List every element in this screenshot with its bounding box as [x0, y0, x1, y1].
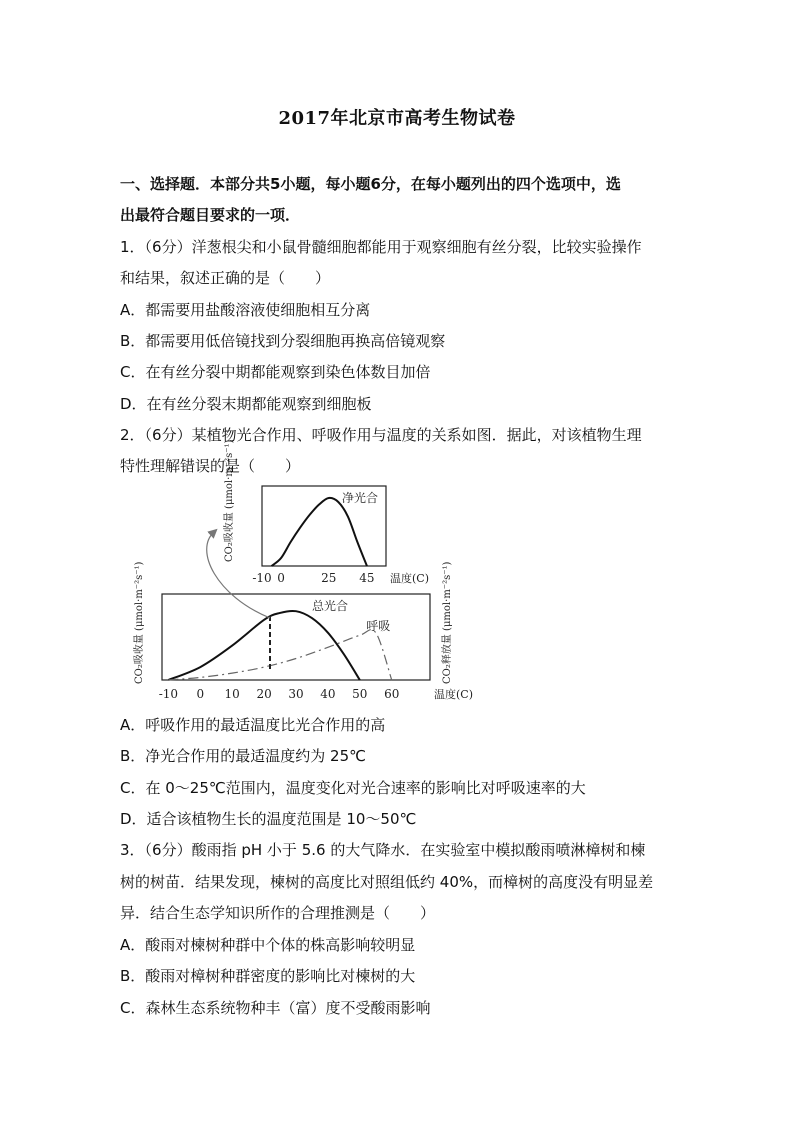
- q2-option-d: D．适合该植物生长的温度范围是 10～50℃: [120, 810, 417, 828]
- top-xtick-label: 25: [321, 571, 337, 585]
- section-heading-line2: 出最符合题目要求的一项．: [120, 206, 301, 224]
- q1-stem-line1: 1．（6分）洋葱根尖和小鼠骨髓细胞都能用于观察细胞有丝分裂，比较实验操作: [120, 238, 642, 256]
- bottom-xtick-label: 50: [352, 687, 368, 701]
- section-heading-line1: 一、选择题．本部分共5小题，每小题6分，在每小题列出的四个选项中，选: [120, 175, 621, 193]
- q1-option-a: A．都需要用盐酸溶液使细胞相互分离: [120, 301, 371, 319]
- bottom-xtick-label: 30: [288, 687, 304, 701]
- q2-stem-line2: 特性理解错误的是（ ）: [120, 457, 301, 475]
- q3-option-b: B．酸雨对樟树种群密度的影响比对楝树的大: [120, 967, 416, 985]
- q2-option-a: A．呼吸作用的最适温度比光合作用的高: [120, 716, 386, 734]
- top-xtick-label: 45: [359, 571, 375, 585]
- bottom-chart-ylabel-right: CO₂释放量 (μmol·m⁻²s⁻¹): [442, 561, 453, 684]
- q2-option-c: C．在 0～25℃范围内，温度变化对光合速率的影响比对呼吸速率的大: [120, 779, 586, 797]
- top-series-line: [272, 498, 367, 566]
- q2-stem-line1: 2．（6分）某植物光合作用、呼吸作用与温度的关系如图．据此，对该植物生理: [120, 426, 642, 444]
- q3-option-a: A．酸雨对楝树种群中个体的株高影响较明显: [120, 936, 416, 954]
- top-xtick-label: 0: [277, 571, 285, 585]
- top-chart-ylabel-line1: CO₂吸收量 (μmol·m⁻²s⁻¹): [224, 439, 235, 562]
- q1-stem-line2: 和结果，叙述正确的是（ ）: [120, 269, 331, 287]
- bottom-xaxis-label: 温度(C): [434, 688, 473, 701]
- q3-stem-line3: 异．结合生态学知识所作的合理推测是（ ）: [120, 904, 436, 922]
- bottom-chart-marks: [159, 598, 473, 701]
- bottom-xtick-label: 0: [196, 687, 205, 701]
- bottom-series-respiration-line: [168, 630, 391, 680]
- bottom-series-respiration-label: 呼吸: [366, 619, 391, 633]
- q3-stem-line2: 树的树苗．结果发现，楝树的高度比对照组低约 40%，而樟树的高度没有明显差: [120, 873, 654, 891]
- bottom-xtick-label: 10: [224, 687, 240, 701]
- top-chart-marks: [252, 490, 429, 585]
- q3-option-c: C．森林生态系统物种丰（富）度不受酸雨影响: [120, 999, 431, 1017]
- q1-option-d: D．在有丝分裂末期都能观察到细胞板: [120, 395, 372, 413]
- top-xaxis-label: 温度(C): [390, 572, 429, 585]
- top-xtick-label: -10: [252, 571, 272, 585]
- bottom-xtick-label: 20: [256, 687, 272, 701]
- bottom-xtick-label: -10: [158, 687, 179, 701]
- q3-stem-line1: 3．（6分）酸雨指 pH 小于 5.6 的大气降水．在实验室中模拟酸雨喷淋樟树和楝: [120, 841, 646, 859]
- page-title: 2017年北京市高考生物试卷: [278, 108, 516, 129]
- bottom-series-total-label: 总光合: [311, 599, 348, 613]
- top-series-label: 净光合: [342, 491, 379, 505]
- bottom-xtick-label: 60: [384, 687, 400, 701]
- q2-option-b: B．净光合作用的最适温度约为 25℃: [120, 747, 366, 765]
- bottom-xtick-label: 40: [320, 687, 336, 701]
- bottom-series-total-line: [168, 611, 359, 680]
- bottom-chart-ylabel: CO₂吸收量 (μmol·m⁻²s⁻¹): [134, 561, 145, 684]
- q1-option-c: C．在有丝分裂中期都能观察到染色体数目加倍: [120, 363, 431, 381]
- q1-option-b: B．都需要用低倍镜找到分裂细胞再换高倍镜观察: [120, 332, 446, 350]
